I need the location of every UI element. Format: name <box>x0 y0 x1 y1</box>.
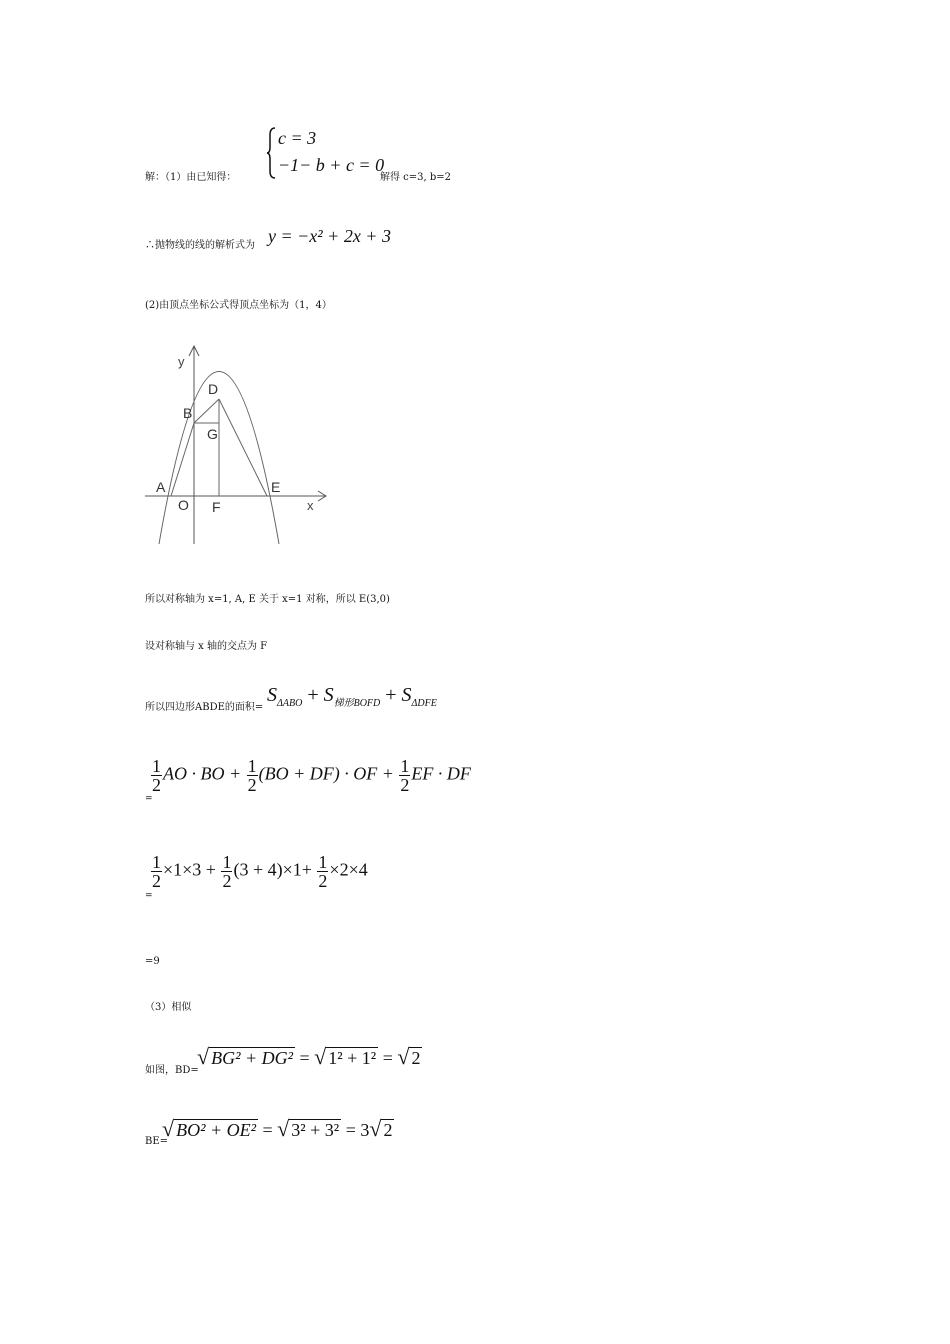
intersection-text: 设对称轴与 x 轴的交点为 F <box>145 641 268 652</box>
eq2-equals: = <box>145 891 153 901</box>
segment-bd <box>194 399 219 423</box>
system-line-1: c = 3 <box>278 128 317 148</box>
area-sub1: ΔABO <box>277 698 303 709</box>
area-sub3: ΔDFE <box>411 698 437 709</box>
label-g: G <box>207 426 218 442</box>
parabola-formula: y = −x² + 2x + 3 <box>268 226 391 246</box>
area-plus1: + <box>307 684 319 706</box>
bd-prefix: 如图，BD= <box>145 1065 199 1076</box>
area-formula <box>267 684 437 709</box>
label-d: D <box>208 381 219 397</box>
part1-result: 解得 c=3, b=2 <box>380 172 452 183</box>
label-x: x <box>307 498 314 513</box>
symmetry-axis-text: 所以对称轴为 x=1, A, E 关于 x=1 对称，所以 E(3,0) <box>145 594 390 605</box>
area-s1: S <box>267 684 277 706</box>
bd-formula: √ BG² + DG² = √ 1² + 1² = √ 2 <box>197 1044 421 1069</box>
eq1-equals: = <box>145 794 153 804</box>
eq2-expression: $\frac{1}{2}$ ×1×3 + $\frac{1}{2}$ (3 + 4)×1+ $\frac{1}{2}$ ×2×4 <box>152 852 368 891</box>
be-prefix: BE= <box>145 1136 169 1147</box>
part2-intro: (2)由顶点坐标公式得顶点坐标为（1，4） <box>145 300 332 311</box>
label-y: y <box>178 354 185 369</box>
eq1-expression: $\frac{1}{2}$ AO · BO + $\frac{1}{2}$ (BO + DF) · OF + $\frac{1}{2}$ EF · DF <box>152 756 471 795</box>
label-o: O <box>178 497 189 513</box>
area-sub2: 梯形BOFD <box>333 698 381 709</box>
part3-text: （3）相似 <box>145 1002 192 1013</box>
eq3-result: =9 <box>145 956 160 967</box>
label-b: B <box>183 405 193 421</box>
system-line-2: −1− b + c = 0 <box>278 155 385 175</box>
label-e: E <box>271 479 281 495</box>
segment-de <box>219 399 267 496</box>
area-s2: S <box>323 684 334 706</box>
parabola-prefix: ∴抛物线的线的解析式为 <box>145 240 255 251</box>
system-brace <box>266 127 276 179</box>
parabola-graph <box>140 340 340 550</box>
area-prefix: 所以四边形ABDE的面积= <box>145 702 264 713</box>
part1-prefix: 解：（1）由已知得： <box>145 172 237 183</box>
label-f: F <box>212 499 221 515</box>
area-plus2: + <box>385 684 397 706</box>
area-s3: S <box>401 684 412 706</box>
label-a: A <box>156 479 166 495</box>
be-formula: √ BO² + OE² = √ 3² + 3² = 3√ 2 <box>162 1116 393 1141</box>
